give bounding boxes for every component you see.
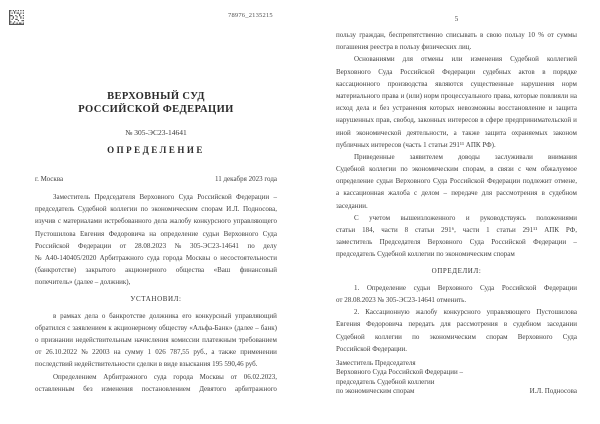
- text-line: председатель Судебной коллегии по экономическим спорам И.Л. Подносова,: [35, 205, 277, 214]
- case-number: № 305-ЭС23-14641: [125, 128, 187, 137]
- text-line: нарушенных прав, свобод, законных интересов в сфере предпринимательской и: [336, 116, 577, 125]
- text-line: (банкротстве) закрытого акционерного общества «Ваш финансовый: [35, 266, 277, 275]
- text-line: Российской Федерации.: [336, 344, 408, 353]
- text-line: от 26.10.2022 № 22003 на сумму 1 026 787,55 руб., а также применении: [35, 348, 277, 357]
- text-line: заместитель Председателя Верховного Суда Российской Федерации –: [336, 238, 577, 247]
- court-title-line2: РОССИЙСКОЙ ФЕДЕРАЦИИ: [78, 104, 234, 115]
- text-line: Верховного Суда Российской Федерации судебных актов в порядке: [336, 67, 577, 76]
- text-line: пользу граждан, беспрепятственно списывать в свою пользу 10 % от суммы: [336, 31, 577, 39]
- text-line: Евгения Федоровича передать для рассмотрения в судебном заседании: [336, 320, 577, 329]
- signature-title-and-name-row: [336, 387, 577, 396]
- text-line: исход дела и без устранения которых невозможны восстановление и защита: [336, 104, 577, 113]
- signature-block: [336, 359, 577, 396]
- signature-title-line: председатель Судебной коллегии: [336, 377, 435, 386]
- text-line: статьи 184, части 8 статьи 291⁶, части 1 статьи 291¹¹ АПК РФ,: [336, 226, 577, 234]
- text-line: Определением Арбитражного суда города Москвы от 06.02.2023,: [53, 372, 277, 381]
- document-stamp-number: 78976_2135215: [228, 12, 273, 19]
- document-page-right: [300, 0, 600, 424]
- text-line: Основаниями для отмены или изменения Судебной коллегией: [354, 55, 577, 64]
- text-line: Приведенные заявителем доводы заслуживали внимания: [354, 152, 577, 161]
- signature-title-line: [336, 378, 577, 387]
- court-title-line1: ВЕРХОВНЫЙ СУД: [107, 91, 205, 102]
- signatory-name: И.Л. Подносова: [529, 386, 577, 395]
- text-line: кассационного производства являются существенные нарушения норм: [336, 79, 577, 88]
- right-page-body: [336, 29, 577, 355]
- court-title: [20, 90, 292, 116]
- datamatrix-stamp-icon: [9, 10, 24, 25]
- text-line: материального права и (или) норм процессуального права, которые повлияли на: [336, 91, 577, 100]
- signature-title-line: [336, 359, 577, 368]
- signature-title-line: Верховного Суда Российской Федерации –: [336, 368, 464, 377]
- text-line: заседании.: [336, 201, 368, 210]
- signature-title-line: Заместитель Председателя: [336, 359, 416, 367]
- text-line: изучив с материалами истребованного дела жалобу конкурсного управляющего: [35, 217, 277, 226]
- text-line: попечитель» (далее – должник),: [35, 278, 131, 287]
- document-type-title: ОПРЕДЕЛЕНИЕ: [107, 145, 205, 155]
- text-line: обратился с заявлением к акционерному обществу «Альфа-Банк» (далее – банк): [35, 323, 277, 332]
- section-heading: УСТАНОВИЛ:: [130, 295, 182, 303]
- left-page-body: [35, 191, 277, 395]
- text-line: о признании недействительным начисления комиссии платежным требованием: [35, 336, 277, 345]
- signature-title-line: по экономическим спорам: [336, 386, 415, 395]
- text-line: председатель Судебной коллегии по экономическим спорам: [336, 250, 515, 259]
- text-line: иной экономической деятельности, а также защита охраняемых законом: [336, 128, 577, 137]
- text-line: С учетом вышеизложенного и руководствуясь положениями: [354, 213, 577, 222]
- dateline-date: 11 декабря 2023 года: [214, 175, 277, 183]
- text-line: последствий недействительности сделки в виде взыскания 195 590,46 руб.: [35, 360, 258, 369]
- dateline: [35, 175, 277, 183]
- section-heading: ОПРЕДЕЛИЛ:: [431, 267, 482, 276]
- text-line: определение судьи Верховного Суда Российской Федерации подлежит отмене,: [336, 177, 577, 186]
- text-line: 2. Кассационную жалобу конкурсного управляющего Пустошилова: [354, 308, 577, 317]
- text-line: публичных интересов (часть 1 статьи 291¹¹ АПК РФ).: [336, 140, 496, 149]
- signature-title-line: [336, 368, 577, 377]
- text-line: в рамках дела о банкротстве должника его конкурсный управляющий: [53, 311, 277, 320]
- text-line: Заместитель Председателя Верховного Суда Российской Федерации –: [53, 193, 277, 201]
- text-line: погашения реестра в пользу физических лиц.: [336, 43, 472, 52]
- text-line: а кассационная жалоба с делом – передаче для рассмотрения в судебном: [336, 189, 577, 198]
- dateline-city: г. Москва: [35, 175, 64, 183]
- text-line: Судебной коллегии по экономическим спорам, в связи с чем обжалуемое: [336, 165, 577, 174]
- text-line: 1. Определение судьи Верховного Суда Российской Федерации: [354, 283, 577, 292]
- text-line: Судебной коллегии по экономическим спорам Верховного Суда: [336, 332, 577, 341]
- text-line: Пустошилова Евгения Федоровича на определение судьи Верховного Суда: [35, 229, 277, 238]
- text-line: Российской Федерации от 28.08.2023 № 305-ЭС23-14641 по делу: [35, 241, 277, 250]
- text-line: от 28.08.2023 № 305-ЭС23-14641 отменить.: [336, 295, 467, 304]
- page-number: 5: [454, 15, 459, 23]
- text-line: № А40-140405/2020 Арбитражного суда города Москвы о несостоятельности: [35, 253, 277, 262]
- text-line: оставленным без изменения постановлением Девятого арбитражного: [35, 384, 277, 393]
